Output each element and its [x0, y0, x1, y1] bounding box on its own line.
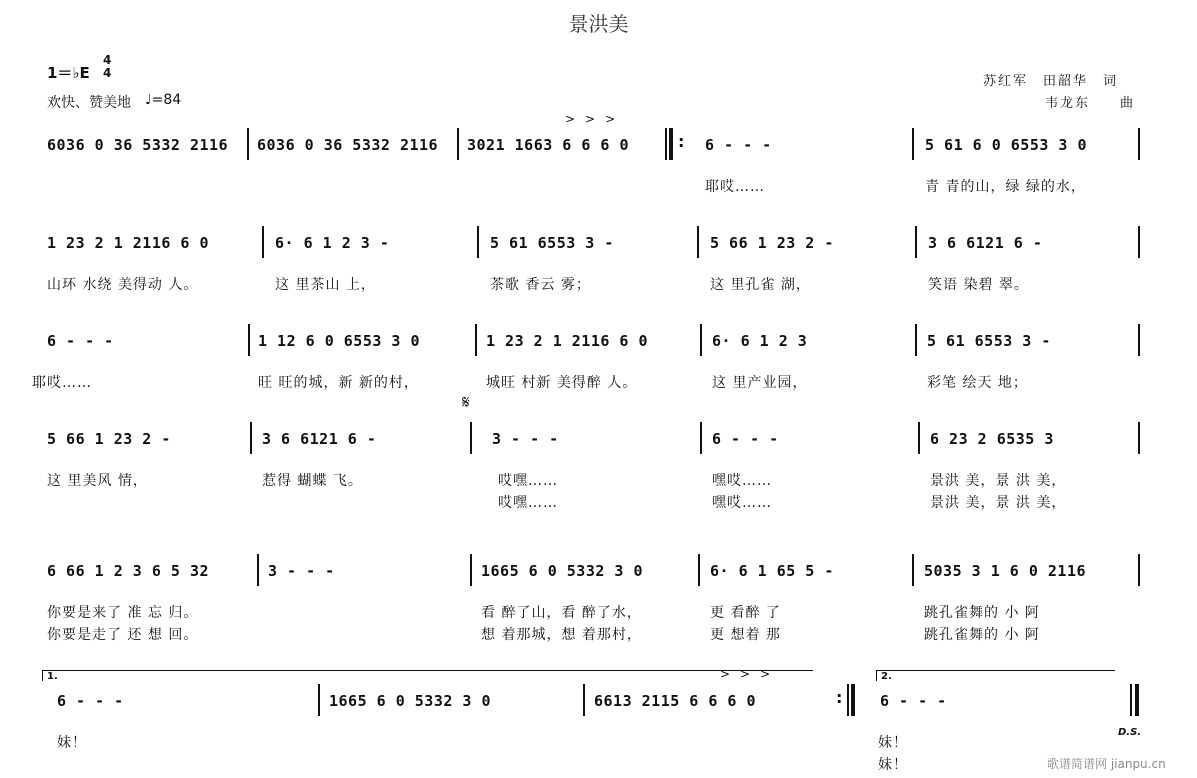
key-signature: 1＝♭E: [47, 64, 90, 82]
lyric-4-4: 嘿哎……: [712, 473, 772, 489]
lyricist-credit: 苏红军 田韶华 词: [983, 74, 1119, 89]
volta-2-label: 2.: [881, 671, 892, 682]
measure-4-5: 6 23 2 6535 3: [930, 430, 1054, 448]
repeat-dots: :: [836, 688, 843, 707]
barline: [318, 684, 320, 716]
lyric-2-4: 这 里孔雀 湖，: [710, 277, 811, 293]
accent-marks: >>>: [720, 667, 781, 681]
barline: [1138, 128, 1140, 160]
measure-5-4: 6· 6 1 65 5 -: [710, 562, 834, 580]
final-barline: [1135, 684, 1139, 716]
measure-2-5: 3 6 6121 6 -: [928, 234, 1043, 252]
measure-5-5: 5035 3 1 6 0 2116: [924, 562, 1087, 580]
measure-1-1: 6036 0 36 5332 2116: [47, 136, 229, 154]
lyric-2-5: 笑语 染碧 翠。: [928, 277, 1029, 293]
measure-1-5: 5 61 6 0 6553 3 0: [925, 136, 1088, 154]
barline: [700, 324, 702, 356]
barline: [1138, 554, 1140, 586]
measure-5-2: 3 - - -: [268, 562, 335, 580]
measure-3-3: 1 23 2 1 2116 6 0: [486, 332, 649, 350]
volta-1-label: 1.: [47, 671, 58, 682]
barline: [477, 226, 479, 258]
measure-6-2: 1665 6 0 5332 3 0: [329, 692, 492, 710]
volta-bracket-1: [42, 670, 813, 681]
measure-6-1: 6 - - -: [57, 692, 124, 710]
accent-marks: >>>: [565, 112, 626, 126]
barline: [1138, 226, 1140, 258]
lyric-4-3: 哎嘿……: [498, 473, 558, 489]
composer-credit: 韦龙东 曲: [1045, 96, 1136, 111]
lyric-3-2: 旺 旺的城，新 新的村，: [258, 375, 419, 391]
song-title: 景洪美: [568, 12, 629, 36]
barline: [1138, 324, 1140, 356]
barline: [262, 226, 264, 258]
measure-4-1: 5 66 1 23 2 -: [47, 430, 171, 448]
lyric-5-1-verse2: 你要是走了 还 想 回。: [47, 627, 199, 643]
lyric-5-1: 你要是来了 准 忘 归。: [47, 605, 199, 621]
repeat-dots: :: [678, 132, 685, 151]
lyric-1-5: 青 青的山，绿 绿的水，: [925, 179, 1086, 195]
barline: [697, 226, 699, 258]
measure-3-1: 6 - - -: [47, 332, 114, 350]
barline: [847, 684, 849, 716]
measure-1-4: 6 - - -: [705, 136, 772, 154]
lyric-6-1: 妹！: [57, 735, 87, 751]
lyric-1-4: 耶哎……: [705, 179, 765, 195]
measure-2-4: 5 66 1 23 2 -: [710, 234, 834, 252]
measure-6-4: 6 - - -: [880, 692, 947, 710]
time-signature-bottom: 4: [103, 66, 112, 80]
barline: [470, 422, 472, 454]
segno-sign: 𝄋: [462, 392, 470, 413]
lyric-4-5: 景洪 美，景 洪 美，: [930, 473, 1067, 489]
barline: [918, 422, 920, 454]
barline: [247, 128, 249, 160]
lyric-2-2: 这 里茶山 上，: [275, 277, 376, 293]
measure-4-4: 6 - - -: [712, 430, 779, 448]
barline: [583, 684, 585, 716]
lyric-5-5-verse2: 跳孔雀舞的 小 阿: [924, 627, 1040, 643]
lyric-3-3: 城旺 村新 美得醉 人。: [486, 375, 638, 391]
lyric-3-4: 这 里产业园，: [712, 375, 808, 391]
barline: [248, 324, 250, 356]
barline: [457, 128, 459, 160]
volta-bracket-2: [876, 670, 1115, 681]
lyric-4-5-verse2: 景洪 美，景 洪 美，: [930, 495, 1067, 511]
measure-3-4: 6· 6 1 2 3: [712, 332, 808, 350]
lyric-6-4-verse2: 妹！: [878, 757, 908, 773]
barline: [665, 128, 667, 160]
lyric-4-3-verse2: 哎嘿……: [498, 495, 558, 511]
barline: [700, 422, 702, 454]
barline: [470, 554, 472, 586]
lyric-2-1: 山环 水绕 美得动 人。: [47, 277, 199, 293]
dal-segno: D.S.: [1118, 727, 1142, 738]
barline: [1130, 684, 1132, 716]
barline: [257, 554, 259, 586]
barline: [915, 324, 917, 356]
measure-3-2: 1 12 6 0 6553 3 0: [258, 332, 421, 350]
measure-4-3: 3 - - -: [492, 430, 559, 448]
lyric-6-4: 妹！: [878, 735, 908, 751]
lyric-5-4-verse2: 更 想着 那: [710, 627, 781, 643]
measure-2-3: 5 61 6553 3 -: [490, 234, 614, 252]
measure-4-2: 3 6 6121 6 -: [262, 430, 377, 448]
barline: [912, 554, 914, 586]
lyric-5-5: 跳孔雀舞的 小 阿: [924, 605, 1040, 621]
lyric-5-3-verse2: 想 着那城，想 着那村，: [481, 627, 642, 643]
measure-5-3: 1665 6 0 5332 3 0: [481, 562, 644, 580]
measure-1-2: 6036 0 36 5332 2116: [257, 136, 439, 154]
barline: [250, 422, 252, 454]
time-signature: [103, 54, 111, 80]
barline: [1138, 422, 1140, 454]
lyric-4-2: 惹得 蝴蝶 飞。: [262, 473, 363, 489]
watermark: 歌谱简谱网 jianpu.cn: [1047, 757, 1166, 771]
barline: [912, 128, 914, 160]
measure-2-1: 1 23 2 1 2116 6 0: [47, 234, 210, 252]
lyric-3-1: 耶哎……: [32, 375, 92, 391]
lyric-5-4: 更 看醉 了: [710, 605, 781, 621]
barline: [698, 554, 700, 586]
measure-5-1: 6 66 1 2 3 6 5 32: [47, 562, 210, 580]
measure-3-5: 5 61 6553 3 -: [927, 332, 1051, 350]
time-signature-top: 4: [103, 53, 112, 67]
lyric-3-5: 彩笔 绘天 地；: [927, 375, 1028, 391]
tempo-mark: ♩=84: [145, 92, 182, 108]
repeat-start-barline: [669, 128, 673, 160]
tempo-text: 欢快、赞美地: [47, 95, 131, 111]
lyric-2-3: 茶歌 香云 雾；: [490, 277, 591, 293]
lyric-5-3: 看 醉了山，看 醉了水，: [481, 605, 642, 621]
barline: [915, 226, 917, 258]
measure-6-3: 6613 2115 6 6 6 0: [594, 692, 757, 710]
repeat-end-barline: [851, 684, 855, 716]
barline: [475, 324, 477, 356]
measure-1-3: 3021 1663 6 6 6 0: [467, 136, 630, 154]
measure-2-2: 6· 6 1 2 3 -: [275, 234, 390, 252]
lyric-4-4-verse2: 嘿哎……: [712, 495, 772, 511]
lyric-4-1: 这 里美风 情，: [47, 473, 148, 489]
